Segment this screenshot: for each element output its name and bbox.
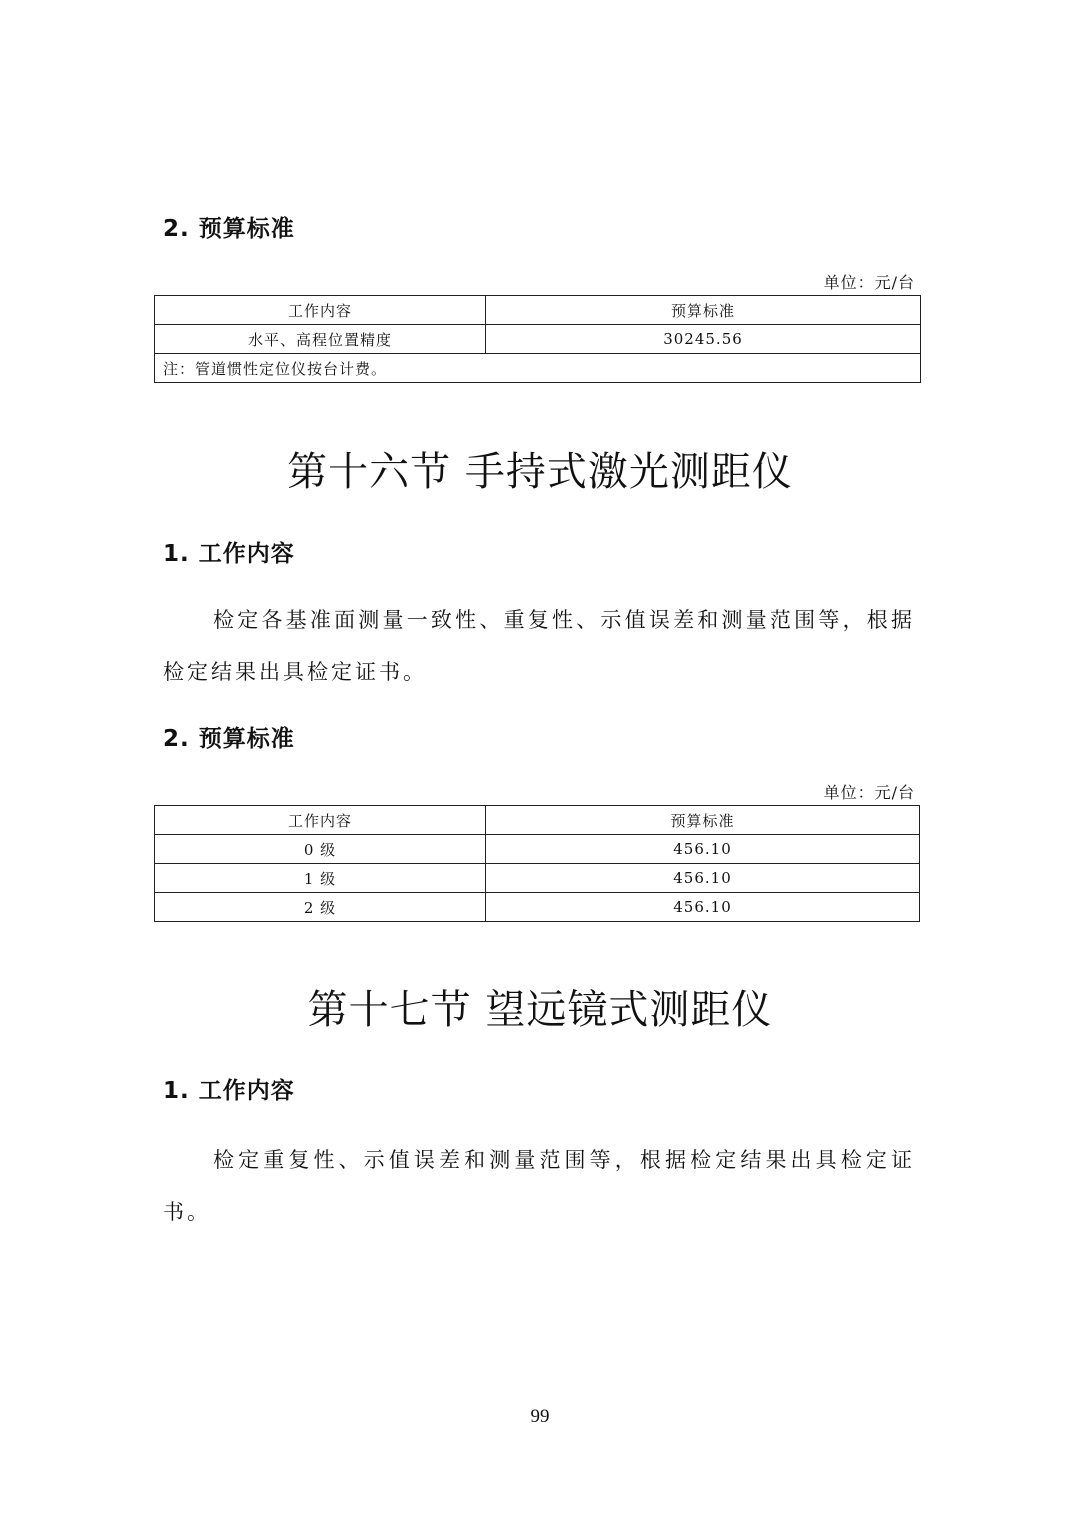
table-header-row [155, 806, 920, 835]
section-16-title: 第十六节 手持式激光测距仪 [287, 449, 793, 495]
table-cell: 30245.56 [486, 325, 921, 354]
table-cell: 456.10 [486, 893, 920, 922]
table-header-cell: 工作内容 [155, 296, 486, 325]
section-17-work-text: 检定重复性、示值误差和测量范围等，根据检定结果出具检定证书。 [163, 1148, 915, 1224]
budget-table [154, 295, 921, 383]
section-17-work-heading: 1. 工作内容 [163, 1078, 295, 1104]
table-cell: 水平、高程位置精度 [155, 325, 486, 354]
table-cell: 1 级 [155, 864, 486, 893]
table-cell: 2 级 [155, 893, 486, 922]
table-row [155, 864, 920, 893]
table-row [155, 325, 921, 354]
budget-heading: 2. 预算标准 [163, 216, 295, 242]
section-17-title: 第十七节 望远镜式测距仪 [307, 987, 773, 1033]
table-row [155, 893, 920, 922]
page-number: 99 [530, 1406, 550, 1427]
table-row [155, 835, 920, 864]
unit-label: 单位：元/台 [823, 273, 915, 292]
table-header-row [155, 296, 921, 325]
table-note: 注：管道惯性定位仪按台计费。 [155, 354, 921, 383]
section-16-work-heading: 1. 工作内容 [163, 541, 295, 567]
budget-table [154, 805, 920, 922]
table-cell: 0 级 [155, 835, 486, 864]
section-16-budget-heading: 2. 预算标准 [163, 726, 295, 752]
table-cell: 456.10 [486, 835, 920, 864]
table-header-cell: 预算标准 [486, 296, 921, 325]
section-16-work-text: 检定各基准面测量一致性、重复性、示值误差和测量范围等，根据检定结果出具检定证书。 [163, 608, 915, 684]
table-header-cell: 工作内容 [155, 806, 486, 835]
table-note-row [155, 354, 921, 383]
table-cell: 456.10 [486, 864, 920, 893]
table-header-cell: 预算标准 [486, 806, 920, 835]
unit-label: 单位：元/台 [823, 783, 915, 802]
